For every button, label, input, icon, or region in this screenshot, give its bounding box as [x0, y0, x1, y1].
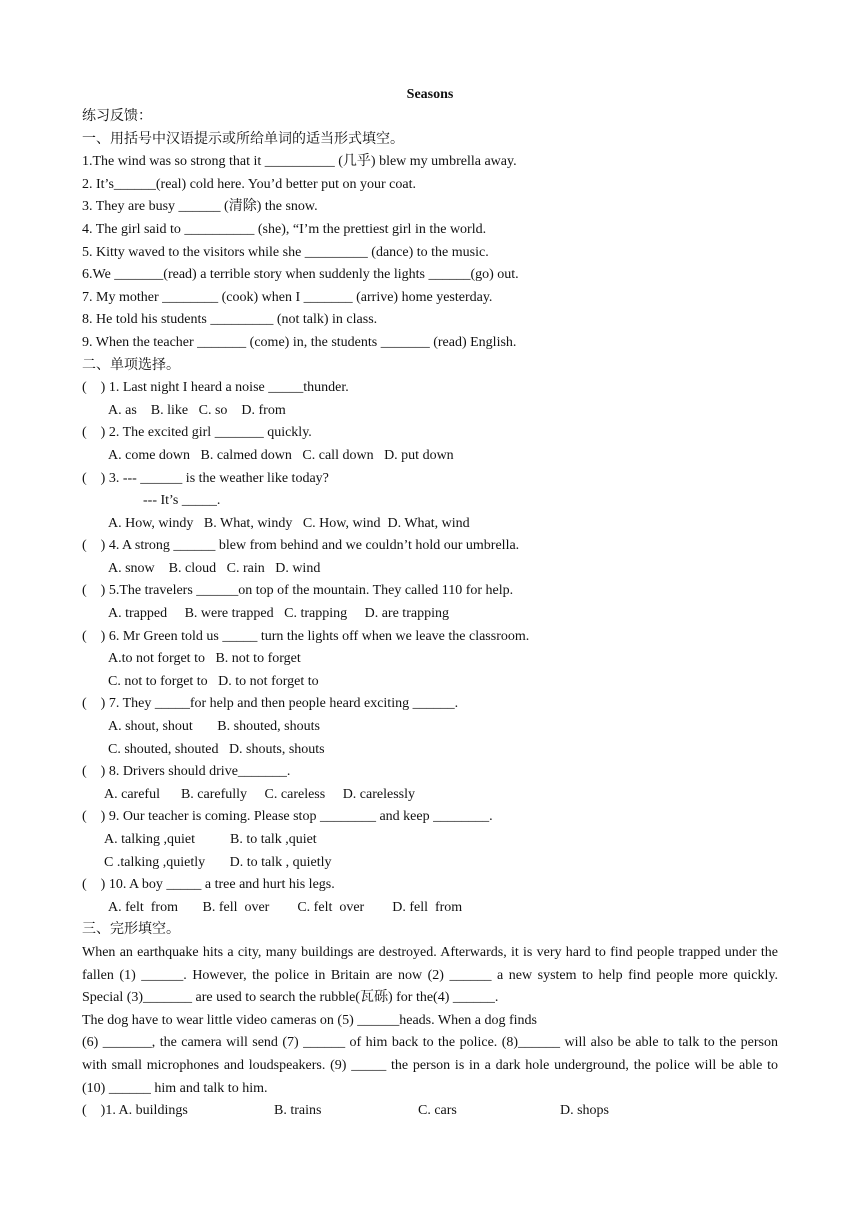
mc-options-3: A. How, windy B. What, windy C. How, wind D. What, wind: [108, 515, 470, 531]
mc-options-6b: C. not to forget to D. to not forget to: [108, 673, 319, 689]
mc-options-7b: C. shouted, shouted D. shouts, shouts: [108, 741, 325, 757]
mc-question-3: ( ) 3. --- ______ is the weather like today?: [82, 470, 329, 486]
section2-heading: 二、单项选择。: [82, 357, 180, 373]
mc-options-9a: A. talking ,quiet B. to talk ,quiet: [104, 832, 317, 847]
fill-item-2: 2. It’s______(real) cold here. You’d better put on your coat.: [82, 176, 416, 192]
cloze-paragraph-2: The dog have to wear little video cameras on (5) ______heads. When a dog finds: [82, 1012, 537, 1028]
mc-question-5: ( ) 5.The travelers ______on top of the mountain. They called 110 for help.: [82, 583, 514, 599]
feedback-label: 练习反馈：: [82, 109, 152, 124]
section3-heading: 三、完形填空。: [82, 922, 180, 938]
mc-options-7a: A. shout, shout B. shouted, shouts: [108, 719, 320, 735]
cloze-paragraph-1: When an earthquake hits a city, many buildings are destroyed. Afterwards, it is very hard to find people trapped under the fallen (1) ______. However, the police in Britain are now (2) ______ a new system to help find people more quickly. Special (3)_______ are used to search the rubble(瓦砾) for the(4) ______.: [82, 944, 778, 1006]
fill-item-3: 3. They are busy ______ (清除) the snow.: [82, 199, 318, 215]
cloze-q1-option-c: C. cars: [418, 1103, 457, 1119]
section1-heading: 一、用括号中汉语提示或所给单词的适当形式填空。: [82, 131, 404, 147]
worksheet-page: [82, 84, 778, 1123]
mc-question-9: ( ) 9. Our teacher is coming. Please stop ________ and keep ________.: [82, 809, 493, 825]
fill-item-1: 1.The wind was so strong that it __________ (几乎) blew my umbrella away.: [82, 154, 517, 170]
mc-options-10: A. felt from B. fell over C. felt over D. fell from: [108, 899, 463, 915]
mc-options-2: A. come down B. calmed down C. call down D. put down: [108, 447, 454, 463]
cloze-q1-option-b: B. trains: [274, 1103, 322, 1119]
fill-item-9: 9. When the teacher _______ (come) in, the students _______ (read) English.: [82, 334, 517, 350]
fill-item-5: 5. Kitty waved to the visitors while she _________ (dance) to the music.: [82, 244, 489, 260]
fill-item-7: 7. My mother ________ (cook) when I _______ (arrive) home yesterday.: [82, 289, 493, 305]
mc-question-8: ( ) 8. Drivers should drive_______.: [82, 764, 291, 780]
mc-question-2: ( ) 2. The excited girl _______ quickly.: [82, 425, 312, 441]
mc-question-7: ( ) 7. They _____for help and then people heard exciting ______.: [82, 696, 459, 712]
cloze-paragraph-3: (6) _______, the camera will send (7) ______ of him back to the police. (8)______ will also be able to talk to the person with small microphones and loudspeakers. (9) _____ the person is in a dark hole underground, the police will be able to (10) ______ him and talk to him.: [82, 1035, 778, 1096]
mc-question-1: ( ) 1. Last night I heard a noise _____thunder.: [82, 380, 349, 396]
mc-options-5: A. trapped B. were trapped C. trapping D. are trapping: [108, 606, 449, 622]
mc-options-6a: A.to not forget to B. not to forget: [108, 651, 301, 667]
cloze-q1-option-a: ( )1. A. buildings: [82, 1103, 188, 1119]
cloze-question-1: [82, 1100, 778, 1123]
mc-question-6: ( ) 6. Mr Green told us _____ turn the lights off when we leave the classroom.: [82, 628, 530, 644]
mc-options-9b: C .talking ,quietly D. to talk , quietly: [104, 854, 332, 870]
mc-question-3-reply: --- It’s _____.: [143, 493, 221, 509]
mc-options-1: A. as B. like C. so D. from: [108, 402, 286, 418]
cloze-q1-option-d: D. shops: [560, 1103, 610, 1119]
mc-question-4: ( ) 4. A strong ______ blew from behind and we couldn’t hold our umbrella.: [82, 538, 520, 554]
page-title: Seasons: [406, 87, 454, 102]
fill-item-4: 4. The girl said to __________ (she), “I’m the prettiest girl in the world.: [82, 221, 487, 237]
mc-options-4: A. snow B. cloud C. rain D. wind: [108, 560, 321, 576]
mc-question-10: ( ) 10. A boy _____ a tree and hurt his legs.: [82, 877, 335, 893]
mc-options-8: A. careful B. carefully C. careless D. carelessly: [104, 786, 415, 802]
fill-item-6: 6.We _______(read) a terrible story when suddenly the lights ______(go) out.: [82, 267, 519, 283]
fill-item-8: 8. He told his students _________ (not talk) in class.: [82, 312, 378, 328]
